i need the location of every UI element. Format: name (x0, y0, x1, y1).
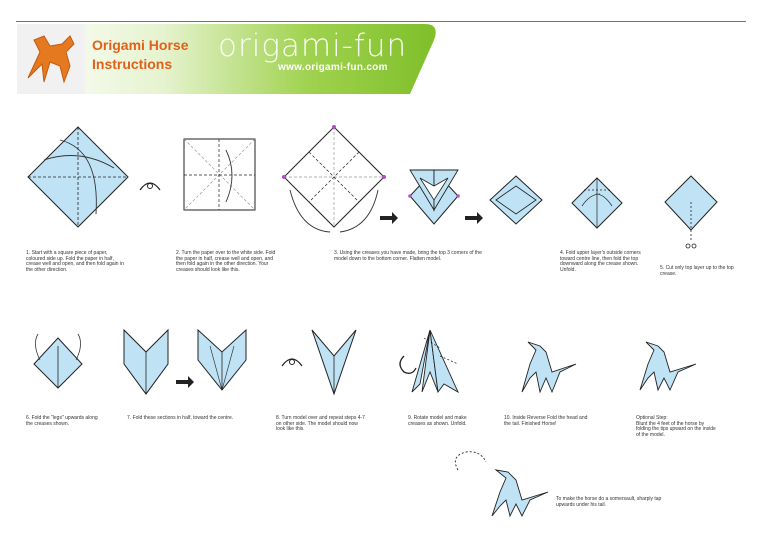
diagram-step-10 (522, 342, 576, 392)
diagram-step-1 (28, 127, 128, 227)
somersault-caption: To make the horse do a somersault, sharply tap upwards under his tail. (556, 496, 662, 508)
step-caption-optional: Optional Step: Blunt the 4 feet of the horse by folding the tips upward on the inside of the model. (636, 415, 716, 438)
diagram-step-2 (184, 139, 255, 210)
diagram-step-6 (34, 334, 82, 388)
title-line-2: Instructions (92, 56, 173, 72)
diagram-step-4 (572, 178, 622, 228)
step-caption-2: 2. Turn the paper over to the white side. Fold the paper in half, crease well and open, and then fold again in the other direction. Your creases should look like this. (176, 250, 276, 273)
diagram-step-8 (312, 330, 356, 394)
step-caption-4: 4. Fold upper layer's outside corners toward centre line, then fold the top downward along the crease shown. Unfold. (560, 250, 641, 273)
rotate-icon (400, 356, 416, 373)
site-url[interactable]: www.origami-fun.com (278, 62, 388, 73)
step-caption-10: 10. Inside Reverse Fold the head and the tail. Finished Horse! (504, 415, 588, 427)
arrow-right-icon (380, 212, 398, 224)
title-line-1: Origami Horse (92, 37, 189, 53)
arrow-right-icon (465, 212, 483, 224)
step-caption-7: 7. Fold these sections in half, toward the centre. (127, 415, 234, 421)
step-caption-9: 9. Rotate model and make creases as shown. Unfold. (408, 415, 467, 427)
step-caption-6: 6. Fold the "legs" upwards along the creases shown. (26, 415, 98, 427)
step-caption-5: 5. Cut only top layer up to the top crease. (660, 265, 734, 277)
diagram-step-9 (412, 330, 458, 392)
step-caption-3: 3. Using the creases you have made, bring the top 3 corners of the model down to the bottom corner. Flatten model. (334, 250, 482, 262)
diagram-step-7b (198, 330, 246, 390)
diagram-step-5 (665, 176, 717, 248)
diagram-step-7 (124, 330, 168, 394)
somersault-arrow-icon (455, 452, 486, 470)
step-caption-1: 1. Start with a square piece of paper, coloured side up. Fold the paper in half, crease well and open, and then fold again in the other direction. (26, 250, 124, 273)
arrow-right-icon (176, 376, 194, 388)
diagram-optional-step (640, 342, 696, 390)
step-caption-8: 8. Turn model over and repeat steps 4-7 on other side. The model should now look like this. (276, 415, 365, 433)
diagram-step-3 (282, 125, 386, 232)
diagram-somersault (492, 470, 548, 516)
brand-wordmark: origami-fun (218, 28, 408, 64)
page-title (92, 36, 188, 74)
diagram-step-3b (408, 170, 460, 224)
diagram-step-4a (490, 176, 542, 224)
